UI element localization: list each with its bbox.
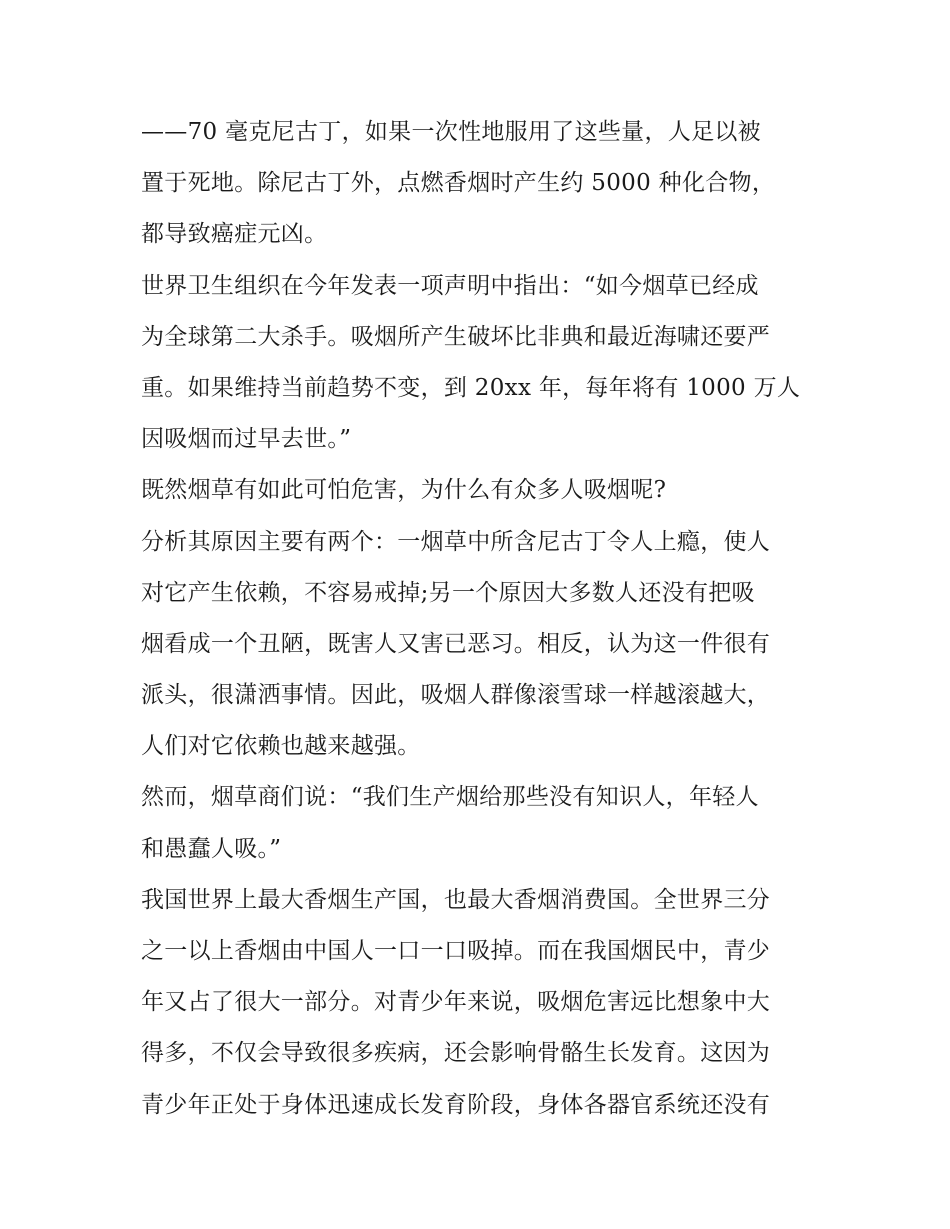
- text-line: ——70 毫克尼古丁，如果一次性地服用了这些量，人足以被: [141, 119, 761, 145]
- text-line: 得多，不仅会导致很多疾病，还会影响骨骼生长发育。这因为: [141, 1040, 771, 1067]
- text-line: 人们对它依赖也越来越强。: [141, 733, 421, 760]
- text-line: 因吸烟而过早去世。”: [141, 426, 352, 453]
- text-line: 然而，烟草商们说：“我们生产烟给那些没有知识人，年轻人: [141, 784, 759, 811]
- text-line: 年又占了很大一部分。对青少年来说，吸烟危害远比想象中大: [141, 989, 771, 1016]
- text-line: 烟看成一个丑陋，既害人又害已恶习。相反，认为这一件很有: [141, 630, 771, 657]
- text-line: 之一以上香烟由中国人一口一口吸掉。而在我国烟民中，青少: [141, 938, 771, 964]
- text-line: 分析其原因主要有两个：一烟草中所含尼古丁令人上瘾，使人: [141, 528, 771, 555]
- text-line: 派头，很潇洒事情。因此，吸烟人群像滚雪球一样越滚越大，: [141, 682, 771, 709]
- text-line: 既然烟草有如此可怕危害，为什么有众多人吸烟呢?: [141, 477, 667, 504]
- document-body: [141, 107, 831, 1131]
- text-line: 为全球第二大杀手。吸烟所产生破坏比非典和最近海啸还要严: [141, 323, 771, 350]
- text-line: 和愚蠢人吸。”: [141, 835, 282, 862]
- text-line: 我国世界上最大香烟生产国，也最大香烟消费国。全世界三分: [141, 886, 771, 913]
- text-line: 都导致癌症元凶。: [141, 221, 328, 248]
- text-line: 青少年正处于身体迅速成长发育阶段，身体各器官系统还没有: [141, 1091, 771, 1118]
- text-line: 世界卫生组织在今年发表一项声明中指出：“如今烟草已经成: [141, 272, 759, 299]
- text-line: 置于死地。除尼古丁外，点燃香烟时产生约 5000 种化合物，: [141, 170, 776, 197]
- text-line: 重。如果维持当前趋势不变，到 20xx 年，每年将有 1000 万人: [141, 374, 801, 401]
- text-line: 对它产生依赖，不容易戒掉;另一个原因大多数人还没有把吸: [141, 579, 755, 606]
